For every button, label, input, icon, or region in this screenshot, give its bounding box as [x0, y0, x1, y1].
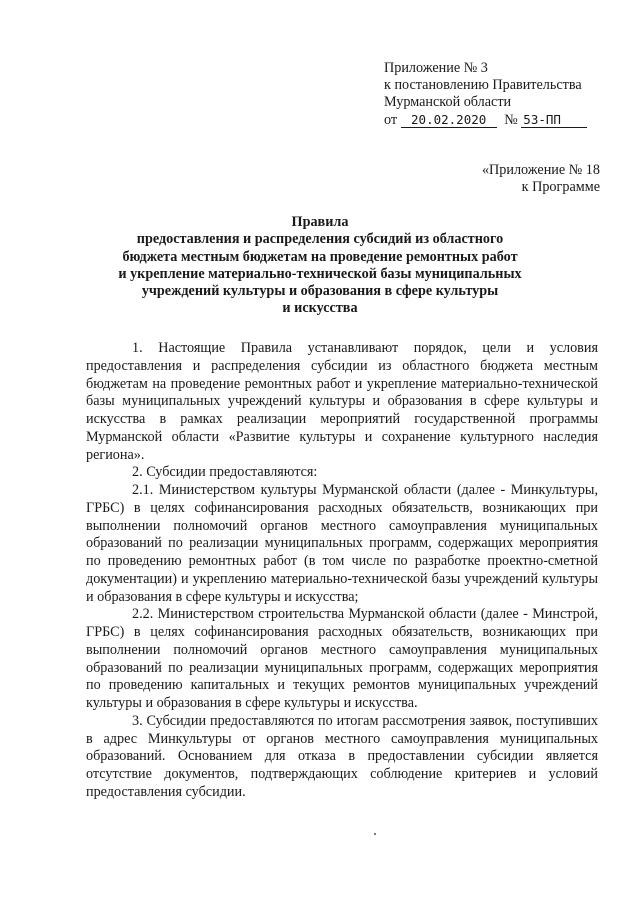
resolution-number: 53-ПП — [521, 113, 587, 128]
program-appendix-ref: к Программе — [521, 179, 600, 196]
title-line-5: учреждений культуры и образования в сфере культуры — [141, 283, 499, 300]
from-label: от — [384, 111, 398, 128]
document-body — [86, 340, 598, 802]
paragraph-2-1: 2.1. Министерством культуры Мурманской области (далее - Минкультуры, ГРБС) в целях софинансирования расходных обязательств, возникающих при выполнении полномочий органов местного самоуправления муниципальных образований по реализации муниципальных программ, содержащих мероприятия по проведению ремонтных работ (в том числе по разработке проектно-сметной документации) и укреплению материально-технической базы учреждений культуры и образования в сфере культуры и искусства; — [86, 482, 598, 605]
resolution-date: 20.02.2020 — [401, 113, 497, 128]
appendix-region: Мурманской области — [384, 94, 512, 111]
title-line-1: Правила — [291, 214, 349, 230]
appendix-number: Приложение № 3 — [384, 60, 488, 76]
document-title — [110, 214, 530, 318]
paragraph-3: 3. Субсидии предоставляются по итогам рассмотрения заявок, поступивших в адрес Минкультуры от органов местного самоуправления муниципальных образований. Основанием для отказа в предоставлении субсидии является отсутствие документов, подтверждающих соблюдение критериев и условий предоставления субсидии. — [86, 712, 598, 800]
paragraph-2: 2. Субсидии предоставляются: — [132, 464, 318, 481]
title-line-3: бюджета местным бюджетам на проведение ремонтных работ — [122, 248, 518, 265]
title-line-6: и искусства — [282, 300, 358, 317]
paragraph-1: 1. Настоящие Правила устанавливают порядок, цели и условия предоставления и распределения субсидии из областного бюджета местным бюджетам на проведение ремонтных работ и укрепление материально-технической базы муниципальных учреждений культуры и образования в сфере культуры и искусства в рамках реализации мероприятий государственной программы Мурманской области «Развитие культуры и сохранение культурного наследия региона». — [86, 340, 598, 463]
number-label: № — [504, 111, 518, 128]
scan-speck — [374, 833, 376, 835]
appendix-resolution: к постановлению Правительства — [384, 77, 582, 94]
appendix-date-line — [384, 112, 624, 129]
program-appendix-number: «Приложение № 18 — [481, 162, 600, 178]
paragraph-2-2: 2.2. Министерством строительства Мурманской области (далее - Минстрой, ГРБС) в целях софинансирования расходных обязательств, возникающих при выполнении полномочий органов местного самоуправления муниципальных образований по реализации муниципальных программ, содержащих мероприятия по проведению капитальных и текущих ремонтов муниципальных учреждений культуры и образования в сфере культуры и искусства. — [86, 606, 598, 711]
program-appendix — [482, 162, 600, 197]
title-line-4: и укрепление материально-технической базы муниципальных — [118, 265, 522, 282]
title-line-2: предоставления и распределения субсидий из областного — [136, 231, 504, 248]
appendix-header — [384, 60, 624, 129]
